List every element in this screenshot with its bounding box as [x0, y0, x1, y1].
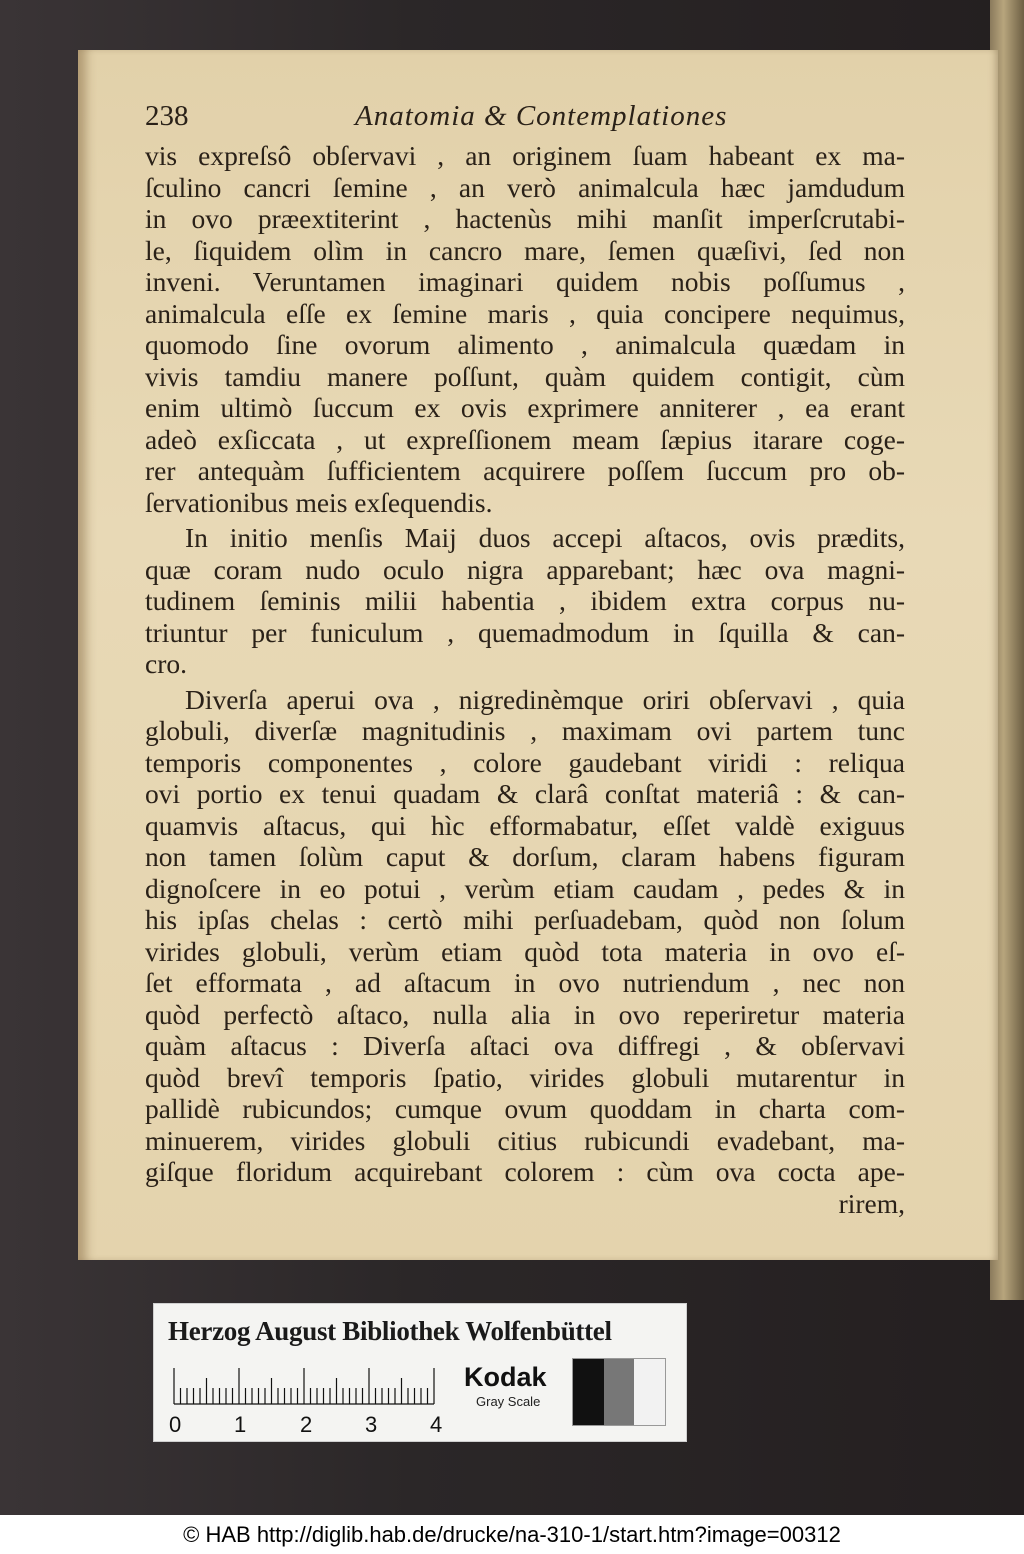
text-block: [145, 140, 905, 1219]
gray-scale-swatch: [572, 1358, 666, 1426]
page-header: [145, 100, 905, 140]
text-line: vivis tamdiu manere poſſunt, quàm quidem contigit, cùm: [145, 360, 905, 392]
text-line: ovi portio ex tenui quadam & clarâ conſtat materiâ : & can-: [145, 778, 905, 809]
text-line: his ipſas chelas : certò mihi perſuadebam, quòd non ſolum: [145, 904, 905, 935]
scale-number: 3: [365, 1412, 378, 1437]
gray-patch-light: [634, 1359, 665, 1425]
kodak-logo: Kodak: [464, 1362, 547, 1392]
text-line: ſculino cancri ſemine , an verò animalcula hæc jamdudum: [145, 171, 905, 203]
gray-patch-mid: [604, 1359, 635, 1425]
text-line: inveni. Veruntamen imaginari quidem nobis poſſumus ,: [145, 266, 905, 297]
text-line: adeò exſiccata , ut expreſſionem meam ſæpius itarare coge-: [145, 423, 905, 455]
text-line: virides globuli, verùm etiam quòd tota materia in ovo eſ-: [145, 935, 905, 967]
scale-ruler: [172, 1366, 442, 1406]
text-line: dignoſcere in eo potui , verùm etiam caudam , pedes & in: [145, 872, 905, 904]
catchword: rirem,: [838, 1187, 905, 1219]
text-line: vis expreſsô obſervavi , an originem ſuam habeant ex ma-: [145, 140, 905, 171]
text-line: animalcula eſſe ex ſemine maris , quia concipere nequimus,: [145, 297, 905, 329]
text-line: quòd brevî temporis ſpatio, virides globuli mutarentur in: [145, 1061, 905, 1093]
text-line: triuntur per funiculum , quemadmodum in ſquilla & can-: [145, 616, 905, 648]
text-line: quamvis aſtacus, qui hìc efformabatur, eſſet valdè exiguus: [145, 809, 905, 841]
text-line: minuerem, virides globuli citius rubicundi evadebant, ma-: [145, 1124, 905, 1156]
scale-number: 1: [234, 1412, 247, 1437]
text-line: in ovo præextiterint , hactenùs mihi manſit imperſcrutabi-: [145, 203, 905, 234]
running-head: Anatomia & Contemplationes: [355, 100, 728, 132]
gray-patch-dark: [573, 1359, 604, 1425]
library-label-card: [153, 1303, 687, 1442]
text-line: ſervationibus meis exſequendis.: [145, 486, 493, 518]
text-line: cro.: [145, 648, 187, 679]
library-name: Herzog August Bibliothek Wolfenbüttel: [168, 1316, 612, 1346]
text-line: In initio menſis Maij duos accepi aſtacos, ovis prædits,: [185, 522, 905, 553]
text-line: quomodo ſine ovorum alimento , animalcula quædam in: [145, 329, 905, 360]
text-line: giſque floridum acquirebant colorem : cùm ova cocta ape-: [145, 1156, 905, 1187]
kodak-subtitle: Gray Scale: [476, 1394, 541, 1409]
page-number: 238: [145, 100, 189, 132]
scale-number: 0: [169, 1412, 182, 1437]
text-line: enim ultimò ſuccum ex ovis exprimere anniterer , ea erant: [145, 392, 905, 423]
text-line: Diverſa aperui ova , nigredinèmque oriri obſervavi , quia: [185, 683, 905, 715]
text-line: quòd perfectò aſtaco, nulla alia in ovo reperiretur materia: [145, 998, 905, 1030]
scale-number: 2: [300, 1412, 313, 1437]
copyright-footer: © HAB http://diglib.hab.de/drucke/na-310-1/start.htm?image=00312: [0, 1515, 1024, 1554]
text-line: quàm aſtacus : Diverſa aſtaci ova diffregi , & obſervavi: [145, 1030, 905, 1061]
text-line: pallidè rubicundos; cumque ovum quoddam in charta com-: [145, 1093, 905, 1124]
text-line: quæ coram nudo oculo nigra apparebant; hæc ova magni-: [145, 553, 905, 585]
text-line: globuli, diverſæ magnitudinis , maximam ovi partem tunc: [145, 715, 905, 746]
scale-number: 4: [430, 1412, 443, 1437]
text-line: ſet efformata , ad aſtacum in ovo nutriendum , nec non: [145, 967, 905, 998]
text-line: non tamen ſolùm caput & dorſum, claram habens figuram: [145, 841, 905, 872]
text-line: rer antequàm ſufficientem acquirere poſſem ſuccum pro ob-: [145, 455, 905, 486]
text-line: le, ſiquidem olìm in cancro mare, ſemen quæſivi, ſed non: [145, 234, 905, 266]
text-line: tudinem ſeminis milii habentia , ibidem extra corpus nu-: [145, 585, 905, 616]
text-line: temporis componentes , colore gaudebant viridi : reliqua: [145, 746, 905, 778]
